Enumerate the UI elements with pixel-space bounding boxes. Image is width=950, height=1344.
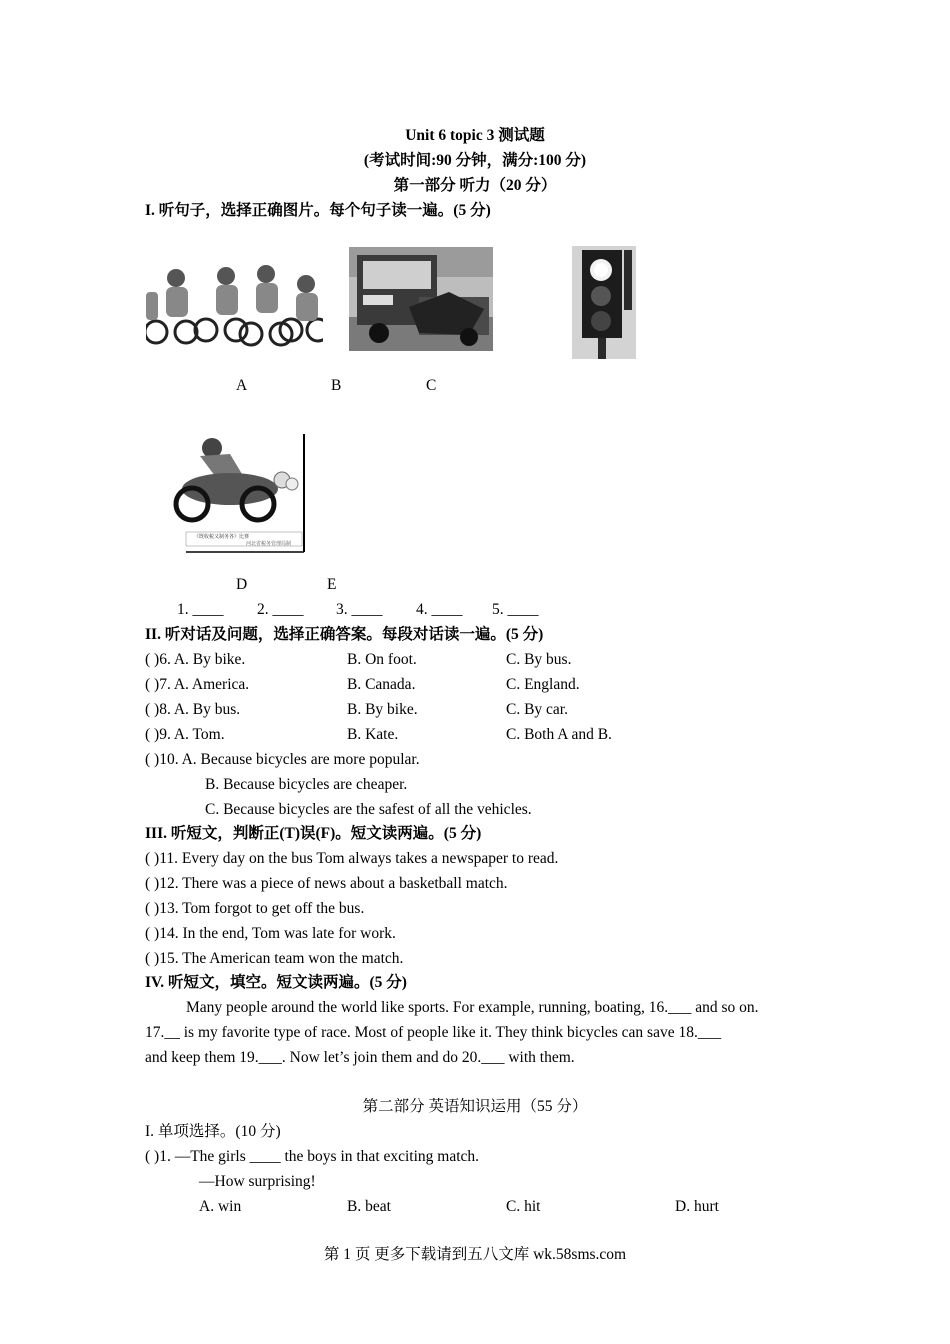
q8-option-a: ( )8. A. By bus. xyxy=(145,701,241,718)
q9-option-c: C. Both A and B. xyxy=(506,726,612,743)
picture-caption: 《既收税又制务各》比赛 xyxy=(194,534,250,540)
label-a: A xyxy=(236,377,248,394)
picture-motorcyclist xyxy=(170,434,306,554)
exam-info: (考试时间:90 分钟，满分:100 分) xyxy=(363,152,587,169)
answer-blank-3[interactable]: 3. ____ xyxy=(336,601,383,618)
part2-subheading: I. 单项选择。(10 分) xyxy=(145,1123,281,1140)
q15: ( )15. The American team won the match. xyxy=(145,950,404,967)
sec3-heading: III. 听短文，判断正(T)误(F)。短文读两遍。(5 分) xyxy=(145,825,482,842)
q10-option-a: ( )10. A. Because bicycles are more popular. xyxy=(145,751,420,768)
picture-traffic-light xyxy=(572,246,636,359)
q8-option-c: C. By car. xyxy=(506,701,568,718)
sec2-heading: II. 听对话及问题，选择正确答案。每段对话读一遍。(5 分) xyxy=(145,626,544,643)
q12: ( )12. There was a piece of news about a basketball match. xyxy=(145,875,508,892)
part2-q1-option-c: C. hit xyxy=(506,1198,541,1215)
page-footer: 第 1 页 更多下载请到五八文库 wk.58sms.com xyxy=(323,1246,627,1263)
picture-subcaption: 河北省税务管理局制 xyxy=(246,541,292,547)
part2-q1: ( )1. —The girls ____ the boys in that exciting match. xyxy=(145,1148,480,1165)
sec1-heading: I. 听句子，选择正确图片。每个句子读一遍。(5 分) xyxy=(145,202,491,219)
label-e: E xyxy=(327,576,337,593)
q9-option-a: ( )9. A. Tom. xyxy=(145,726,225,743)
q7-option-a: ( )7. A. America. xyxy=(145,676,250,693)
part1-title: 第一部分 听力（20 分） xyxy=(393,177,557,194)
answer-blank-1[interactable]: 1. ____ xyxy=(177,601,224,618)
part2-q1-reply: —How surprising! xyxy=(199,1173,316,1190)
passage-line-3: and keep them 19.___. Now let’s join them and do 20.___ with them. xyxy=(145,1049,575,1066)
q7-option-c: C. England. xyxy=(506,676,580,693)
part2-q1-option-d: D. hurt xyxy=(675,1198,719,1215)
q6-option-c: C. By bus. xyxy=(506,651,572,668)
label-b: B xyxy=(331,377,342,394)
q6-option-b: B. On foot. xyxy=(347,651,417,668)
q10-option-b: B. Because bicycles are cheaper. xyxy=(205,776,408,793)
answer-blank-4[interactable]: 4. ____ xyxy=(416,601,463,618)
cyclists-icon xyxy=(146,262,323,352)
traffic-light-icon xyxy=(572,246,636,359)
picture-car-accident xyxy=(349,247,493,351)
answer-blank-2[interactable]: 2. ____ xyxy=(257,601,304,618)
q8-option-b: B. By bike. xyxy=(347,701,418,718)
doc-title: Unit 6 topic 3 测试题 xyxy=(405,127,545,144)
sec4-heading: IV. 听短文，填空。短文读两遍。(5 分) xyxy=(145,974,407,991)
q10-option-c: C. Because bicycles are the safest of all the vehicles. xyxy=(205,801,532,818)
part2-q1-option-a: A. win xyxy=(199,1198,242,1215)
part2-q1-option-b: B. beat xyxy=(347,1198,391,1215)
q11: ( )11. Every day on the bus Tom always takes a newspaper to read. xyxy=(145,850,559,867)
picture-cyclists xyxy=(146,262,323,352)
q14: ( )14. In the end, Tom was late for work. xyxy=(145,925,396,942)
q13: ( )13. Tom forgot to get off the bus. xyxy=(145,900,365,917)
passage-line-2: 17.__ is my favorite type of race. Most of people like it. They think bicycles can save 18.___ xyxy=(145,1024,722,1041)
label-d: D xyxy=(236,576,248,593)
q9-option-b: B. Kate. xyxy=(347,726,399,743)
q6-option-a: ( )6. A. By bike. xyxy=(145,651,246,668)
passage-line-1: Many people around the world like sports. For example, running, boating, 16.___ and so on. xyxy=(186,999,759,1016)
label-c: C xyxy=(426,377,437,394)
answer-blank-5[interactable]: 5. ____ xyxy=(492,601,539,618)
car-accident-icon xyxy=(349,247,493,351)
part2-title: 第二部分 英语知识运用（55 分） xyxy=(362,1098,588,1115)
q7-option-b: B. Canada. xyxy=(347,676,416,693)
